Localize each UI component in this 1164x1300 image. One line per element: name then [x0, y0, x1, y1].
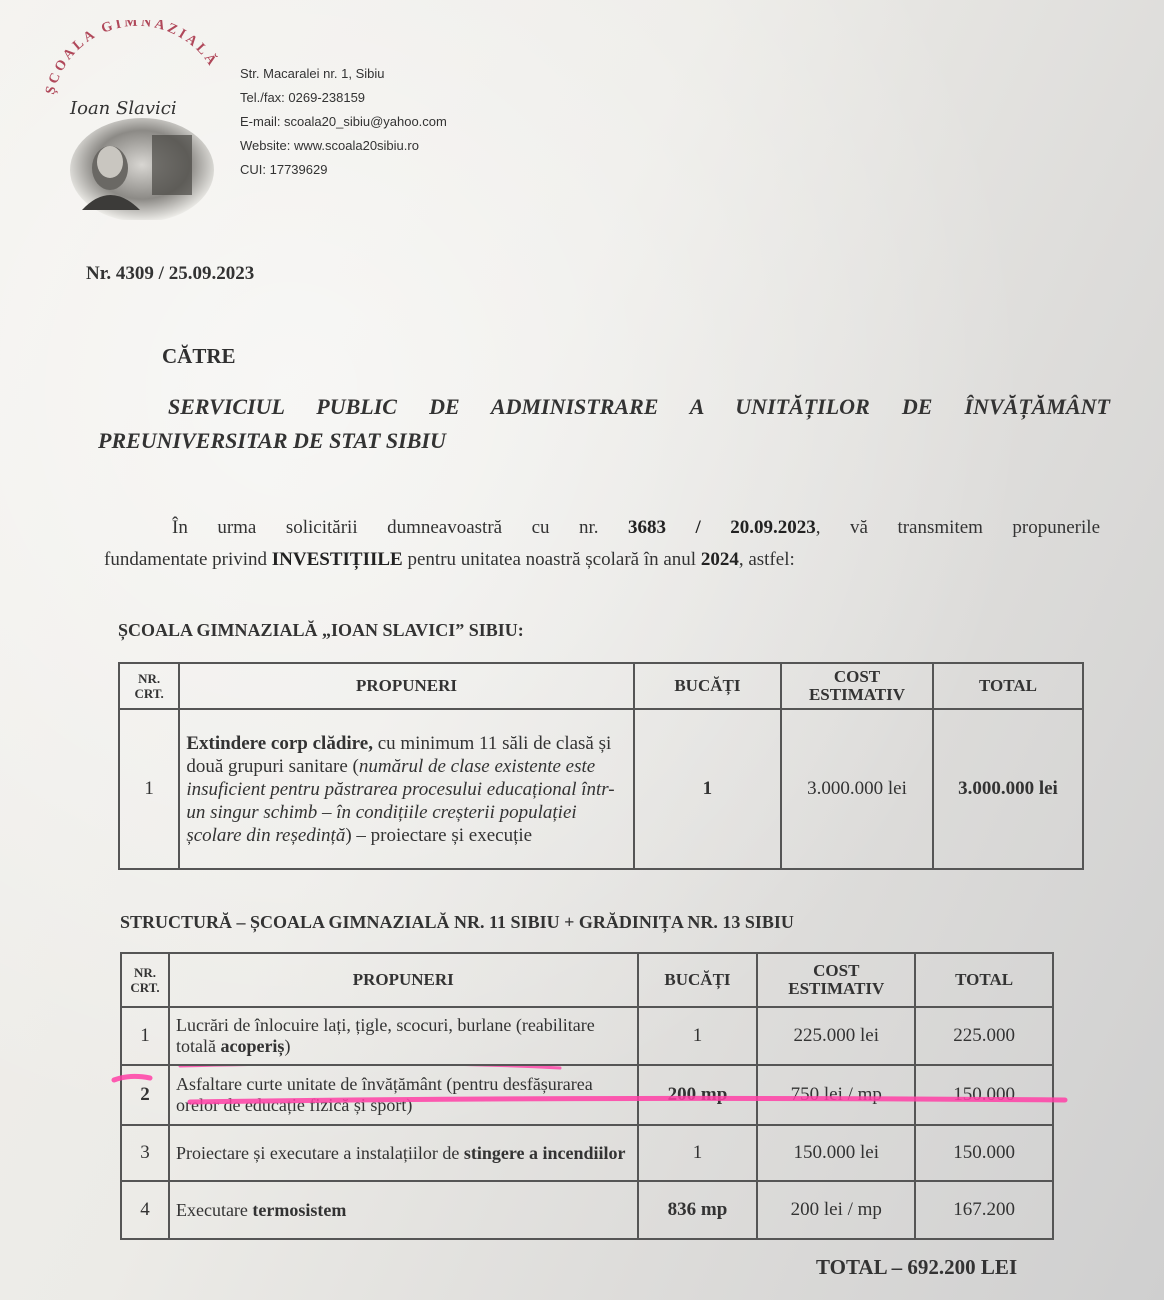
row-total: 167.200 — [915, 1181, 1053, 1239]
header-total: TOTAL — [933, 663, 1083, 709]
table-row — [121, 1125, 1053, 1181]
row-bucati: 836 mp — [638, 1181, 758, 1239]
recipient-line-1: SERVICIUL PUBLIC DE ADMINISTRARE A UNITĂȚILOR DE ÎNVĂȚĂMÂNT — [168, 394, 1110, 419]
header-bucati: BUCĂȚI — [634, 663, 781, 709]
row-cost: 150.000 lei — [757, 1125, 915, 1181]
contact-website: Website: www.scoala20sibiu.ro — [240, 138, 419, 153]
school-logo — [42, 20, 227, 220]
row-cost: 3.000.000 lei — [781, 709, 933, 869]
row-cost: 225.000 lei — [757, 1007, 915, 1065]
row-description: Asfaltare curte unitate de învățământ (pentru desfășurarea orelor de educație fizică și sport) — [169, 1065, 638, 1125]
row-bucati: 1 — [634, 709, 781, 869]
logo-signature: Ioan Slavici — [70, 98, 177, 119]
svg-text:ȘCOALA GIMNAZIALĂ — [43, 20, 222, 96]
header-cost: COST ESTIMATIV — [781, 663, 933, 709]
header-bucati: BUCĂȚI — [638, 953, 758, 1007]
row-nr: 3 — [121, 1125, 169, 1181]
intro-text: pentru unitatea noastră școlară în anul — [402, 549, 701, 570]
row-total: 150.000 — [915, 1065, 1053, 1125]
table-row — [121, 1007, 1053, 1065]
school-seal-icon — [42, 20, 227, 220]
row-cost: 750 lei / mp — [757, 1065, 915, 1125]
row-total: 150.000 — [915, 1125, 1053, 1181]
header-cost: COST ESTIMATIV — [757, 953, 915, 1007]
row-description: Proiectare și executare a instalațiilor de stingere a incendiilor — [169, 1125, 638, 1181]
intro-year: 2024 — [700, 549, 739, 570]
intro-text: fundamentate privind — [104, 549, 272, 570]
recipient-line-2: PREUNIVERSITAR DE STAT SIBIU — [98, 428, 446, 453]
contact-block — [240, 62, 447, 182]
intro-text: În urma solicitării dumneavoastră cu nr. — [172, 517, 629, 538]
contact-email: E-mail: scoala20_sibiu@yahoo.com — [240, 114, 447, 129]
intro-investments: INVESTIȚIILE — [271, 549, 403, 570]
row-bucati: 1 — [638, 1125, 758, 1181]
investments-table-2 — [120, 952, 1054, 1240]
table-header-row — [121, 953, 1053, 1007]
header-propuneri: PROPUNERI — [179, 663, 633, 709]
row-nr: 1 — [121, 1007, 169, 1065]
intro-request-number: 3683 / 20.09.2023 — [628, 517, 816, 538]
grand-total: TOTAL – 692.200 LEI — [816, 1255, 1018, 1279]
row-bucati: 1 — [638, 1007, 758, 1065]
row-bucati: 200 mp — [638, 1065, 758, 1125]
intro-text: , astfel: — [738, 549, 795, 570]
header-nr: NR. CRT. — [121, 953, 169, 1007]
logo-arc-text: ȘCOALA GIMNAZIALĂ — [43, 20, 221, 97]
row-total: 225.000 — [915, 1007, 1053, 1065]
row-total: 3.000.000 lei — [933, 709, 1083, 869]
header-nr: NR. CRT. — [119, 663, 179, 709]
investments-table-1 — [118, 662, 1084, 870]
table-row — [121, 1181, 1053, 1239]
row-description: Executare termosistem — [169, 1181, 638, 1239]
contact-cui: CUI: 17739629 — [240, 162, 328, 177]
header-total: TOTAL — [915, 953, 1053, 1007]
contact-address: Str. Macaralei nr. 1, Sibiu — [240, 66, 385, 81]
section-1-title: ȘCOALA GIMNAZIALĂ „IOAN SLAVICI” SIBIU: — [118, 620, 524, 640]
document-number: Nr. 4309 / 25.09.2023 — [86, 263, 255, 284]
section-2-title: STRUCTURĂ – ȘCOALA GIMNAZIALĂ NR. 11 SIBIU + GRĂDINIȚA NR. 13 SIBIU — [120, 912, 794, 932]
to-label: CĂTRE — [162, 344, 236, 368]
row-description: Extindere corp clădire, cu minimum 11 săli de clasă și două grupuri sanitare (numărul de clase existente este insuficient pentru păstrarea procesului educațional într-un singur schimb – în condițiile creșterii populației școlare din reședință) – proiectare și execuție — [179, 709, 633, 869]
table-row — [119, 709, 1083, 869]
row-nr: 1 — [119, 709, 179, 869]
recipient-block — [98, 390, 1110, 458]
intro-text: , vă transmitem propunerile — [815, 517, 1101, 538]
row-cost: 200 lei / mp — [757, 1181, 915, 1239]
row-nr: 4 — [121, 1181, 169, 1239]
table-header-row — [119, 663, 1083, 709]
table-row — [121, 1065, 1053, 1125]
header-propuneri: PROPUNERI — [169, 953, 638, 1007]
row-description: Lucrări de înlocuire lați, țigle, scocuri, burlane (reabilitare totală acoperiș) — [169, 1007, 638, 1065]
contact-phone: Tel./fax: 0269-238159 — [240, 90, 366, 105]
intro-paragraph — [104, 512, 1100, 576]
row-nr: 2 — [121, 1065, 169, 1125]
